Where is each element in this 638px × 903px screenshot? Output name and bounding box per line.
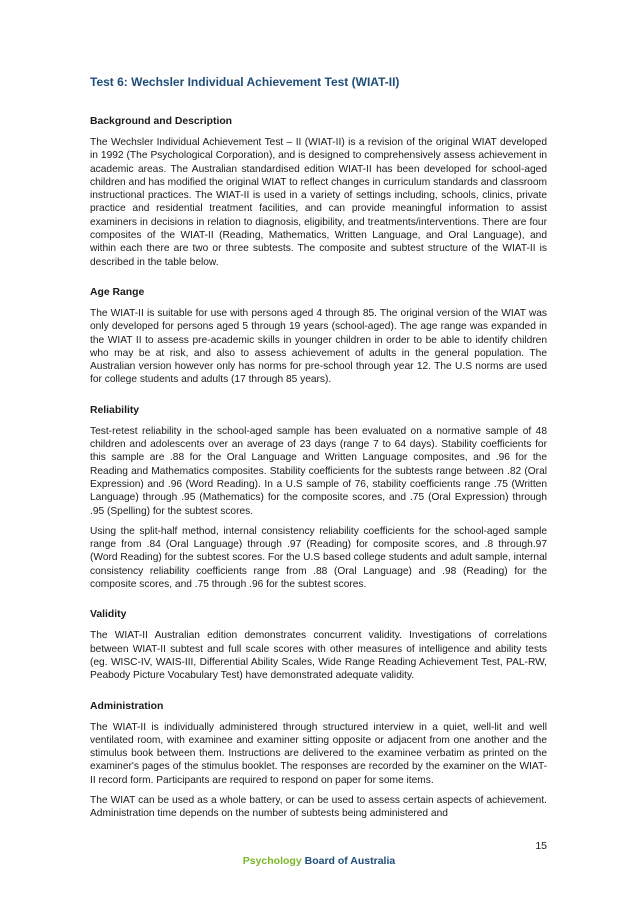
paragraph: The Wechsler Individual Achievement Test – II (WIAT-II) is a revision of the original WIAT developed in 1992 (The Psychological Corporation), and is designed to comprehensively assess achievement in academic areas. The Australian standardised edition WIAT-II has been developed for school-aged children and has modified the original WIAT to reflect changes in curriculum standards and classroom instructional practices. The WIAT-II is used in a variety of settings including, schools, clinics, private practice and residential treatment facilities, and can provide meaningful information to assist examiners in decisions in relation to diagnosis, eligibility, and treatments/interventions. There are four composites of the WIAT-II (Reading, Mathematics, Written Language, and Oral Language), and within each there are two or three subtests. The composite and subtest structure of the WIAT-II is described in the table below. [90,137,547,268]
section-heading: Reliability [90,404,140,416]
section-validity [90,608,547,682]
paragraph: The WIAT can be used as a whole battery, or can be used to assess certain aspects of achievement. Administration time depends on the number of subtests being administered and [90,794,547,820]
paragraph: The WIAT-II Australian edition demonstrates concurrent validity. Investigations of correlations between WIAT-II subtest and full scale scores with other measures of intelligence and ability tests (eg. WISC-IV, WAIS-III, Differential Ability Scales, Wide Range Reading Achievement Test, PAL-RW, Peabody Picture Vocabulary Test) have demonstrated adequate validity. [90,630,547,682]
section-background [90,115,547,269]
document-body [90,115,547,838]
section-heading: Background and Description [90,116,233,127]
page-number: 15 [535,840,547,852]
paragraph: The WIAT-II is individually administered through structured interview in a quiet, well-lit and well ventilated room, with examinee and examiner sitting opposite or adjacent from one another and the stimulus book between them. Instructions are delivered to the examinee verbatim as printed on the examiner's pages of the stimulus booklet. The responses are recorded by the examiner on the WIAT-II record form. Participants are required to respond on paper for some items. [90,721,547,786]
document-title: Test 6: Wechsler Individual Achievement Test (WIAT-II) [90,75,400,89]
section-heading: Age Range [90,286,145,298]
paragraph: Using the split-half method, internal consistency reliability coefficients for the school-aged sample range from .84 (Oral Language) through .97 (Reading) for composite scores, and .8 through.97 (Word Reading) for the subtest scores. For the U.S based college students and adult sample, internal consistency reliability coefficients range from .88 (Oral Language) and .98 (Reading) for the composite scores, and .75 through .96 for the subtest scores. [90,525,547,591]
section-heading: Administration [90,700,164,712]
footer-brand-board: Board of Australia [304,855,396,867]
section-reliability [90,404,547,592]
paragraph: Test-retest reliability in the school-aged sample has been evaluated on a normative sample of 48 children and adolescents over an average of 23 days (range 7 to 64 days). Stability coefficients for this sample are .88 for the Oral Language and Written Language composites, and .96 for the Reading and Mathematics composites. Stability coefficients for the subtests range between .82 (Oral Expression) and .96 (Word Reading). In a U.S sample of 76, stability coefficients range .75 (Written Language) through .95 (Mathematics) for the composite scores, and .75 (Oral Expression) through .95 (Spelling) for the subtest scores. [90,425,547,517]
section-heading: Validity [90,609,127,621]
paragraph: The WIAT-II is suitable for use with persons aged 4 through 85. The original version of the WIAT was only developed for persons aged 5 through 19 years (school-aged). The age range was expanded in the WIAT II to assess pre-academic skills in younger children in order to be able to identify children who may be at risk, and also to assess achievement of adults in the general population. The Australian version however only has norms for pre-school through year 12. The U.S norms are used for college students and adults (17 through 85 years). [90,307,547,386]
section-age-range [90,286,547,387]
section-administration [90,700,547,821]
footer-brand [0,855,638,867]
footer-brand-psychology: Psychology [242,855,302,867]
